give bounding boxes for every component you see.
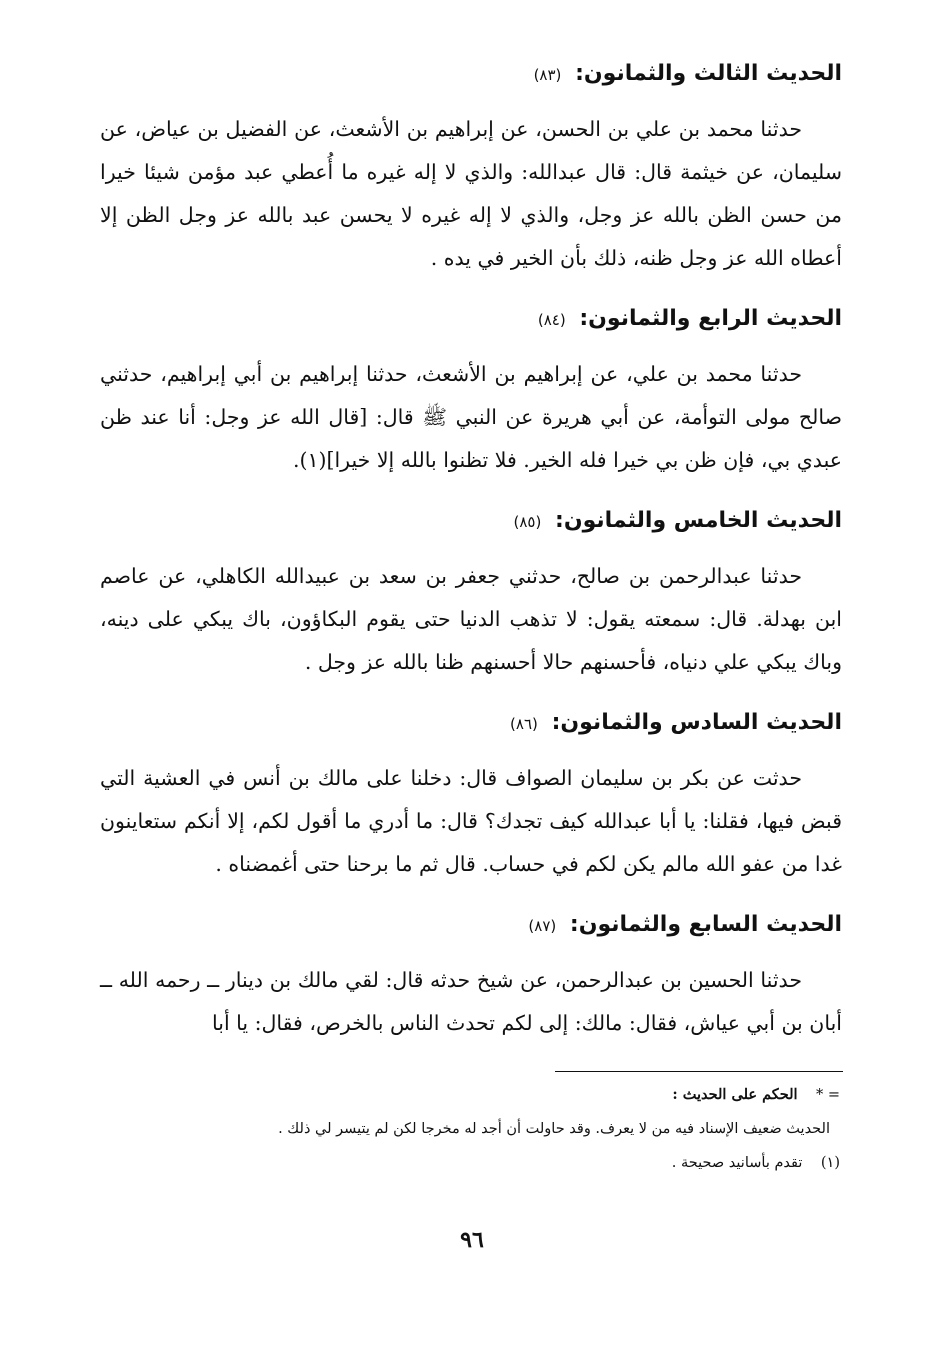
footnote-1-marker: (١) [820,1155,840,1171]
hadith-heading [100,55,842,94]
hadith-86 [100,704,842,886]
footnote-heading: الحكم على الحديث : [672,1086,798,1103]
hadith-title: الحديث السادس والثمانون: [551,710,842,735]
hadith-number: (٨٤) [537,311,566,329]
hadith-title: الحديث الثالث والثمانون: [575,61,842,86]
hadith-83 [100,55,842,280]
footnotes [105,1084,840,1186]
hadith-number: (٨٧) [528,917,557,935]
hadith-number: (٨٦) [510,715,538,733]
footnote-judgment: الحديث ضعيف الإسناد فيه من لا يعرف. وقد حاولت أن أجد له مخرجا لكن لم يتيسر لي ذلك . [278,1121,830,1137]
hadith-title: الحديث السابع والثمانون: [569,912,842,937]
hadith-text: حدثنا محمد بن علي بن الحسن، عن إبراهيم بن الأشعث، عن الفضيل بن عياض، عن سليمان، عن خيثمة قال: قال عبدالله: والذي لا إله غيره ما أُعطي عبد مؤمن شيئا خيرا من حسن الظن بالله عز وجل، والذي لا إله غيره لا يحسن عبد بالله عز وجل الظن إلا أعطاه الله عز وجل ظنه، ذلك بأن الخير في يده . [100,117,842,270]
hadith-title: الحديث الرابع والثمانون: [579,306,842,331]
hadith-heading [100,300,842,339]
footnote-separator [555,1071,843,1072]
hadith-text: حدثنا عبدالرحمن بن صالح، حدثني جعفر بن سعد بن عبيدالله الكاهلي، عن عاصم ابن بهدلة. قال: سمعته يقول: لا تذهب الدنيا حتى يقوم البكاؤون، باك يبكي على دينه، وباك يبكي علي دنياه، فأحسنهم حالا أحسنهم ظنا بالله عز وجل . [100,564,842,674]
hadith-title: الحديث الخامس والثمانون: [555,508,842,533]
hadith-heading [100,906,842,945]
hadith-number: (٨٣) [533,66,562,84]
hadith-heading [100,502,842,541]
page-body [100,55,842,1065]
hadith-84 [100,300,842,482]
hadith-heading [100,704,842,743]
footnote-heading-line [105,1084,840,1106]
page-number: ٩٦ [460,1227,484,1253]
hadith-text: حدثنا الحسين بن عبدالرحمن، عن شيخ حدثه قال: لقي مالك بن دينار ــ رحمه الله ــ أبان بن أبي عياش، فقال: مالك: إلى لكم تحدث الناس بالخرص، فقال: يا أبا [100,968,842,1035]
footnote-1 [105,1152,840,1174]
footnote-1-text: تقدم بأسانيد صحيحة . [671,1155,803,1171]
hadith-85 [100,502,842,684]
hadith-number: (٨٥) [513,513,542,531]
hadith-text: حدثنا محمد بن علي، عن إبراهيم بن الأشعث، حدثنا إبراهيم بن أبي إبراهيم، حدثني صالح مولى التوأمة، عن أبي هريرة عن النبي ﷺ قال: [قال الله عز وجل: أنا عند ظن عبدي بي، فإن ظن بي خيرا فله الخير. فلا تظنوا بالله إلا خيرا](١). [100,362,842,472]
hadith-87 [100,906,842,1045]
hadith-text: حدثت عن بكر بن سليمان الصواف قال: دخلنا على مالك بن أنس في العشية التي قبض فيها، فقلنا: يا أبا عبدالله كيف تجدك؟ قال: ما أدري ما أقول لكم، إلا أنكم ستعاينون غدا من عفو الله مالم يكن لكم في حساب. قال ثم ما برحنا حتى أغمضناه . [100,766,842,876]
footnote-marker: = * [815,1087,840,1103]
